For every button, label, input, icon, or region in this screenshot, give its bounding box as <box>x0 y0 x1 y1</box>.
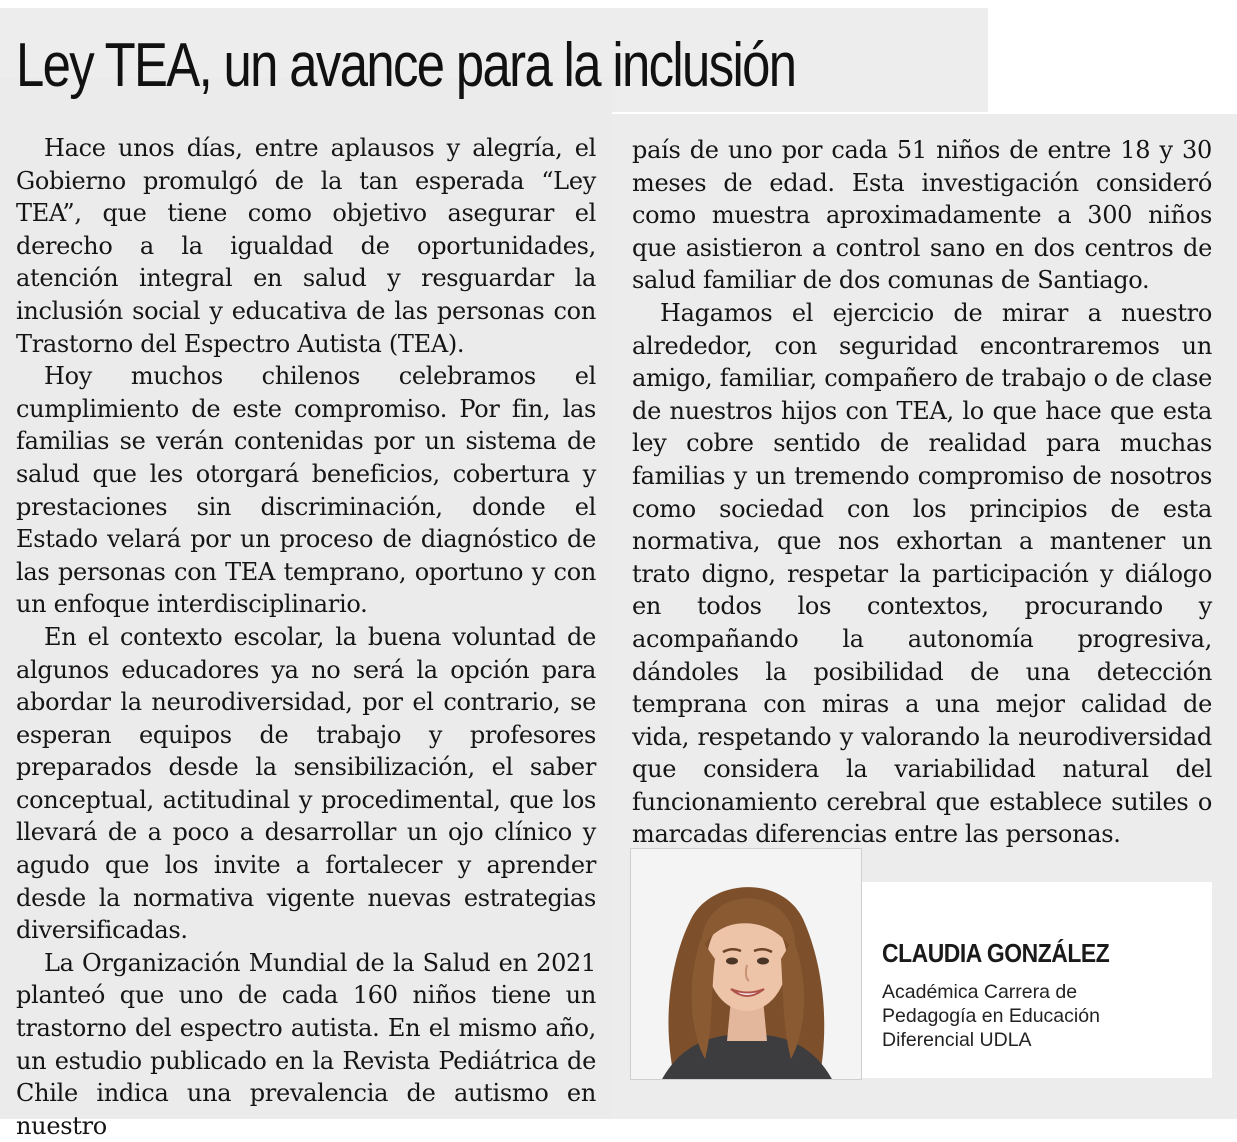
author-portrait <box>631 849 862 1080</box>
article-column-left <box>16 132 596 1142</box>
paragraph-school-context: En el contexto escolar, la buena voluntad de algunos educadores ya no será la opción para abordar la neurodiversidad, por el contrario, se esperan equipos de trabajo y profesores preparados desde la sensibilización, el saber conceptual, actitudinal y procedimental, que los llevará de a poco a desarrollar un ojo clínico y agudo que los invite a fortalecer y aprender desde la normativa vigente nuevas estrategias diversificadas. <box>16 622 596 945</box>
paragraph-reflection: Hagamos el ejercicio de mirar a nuestro alrededor, con seguridad encontraremos un amigo, familiar, compañero de trabajo o de clase de nuestros hijos con TEA, lo que hace que esta ley cobre sentido de realidad para muchas familias y un tremendo compromiso de nosotros como sociedad con los principios de esta normativa, que nos exhortan a mantener un trato digno, respetar la participación y diálogo en todos los contextos, procurando y acompañando la autonomía progresiva, dándoles la posibilidad de una detección temprana con miras a una mejor calidad de vida, respetando y valorando la neurodiversidad que considera la variabilidad natural del funcionamiento cerebral que establece sutiles o marcadas diferencias entre las personas. <box>632 298 1212 849</box>
author-name: CLAUDIA GONZÁLEZ <box>882 938 1110 968</box>
author-role: Académica Carrera de Pedagogía en Educación Diferencial UDLA <box>882 981 1100 1051</box>
paragraph-statistics-continued: país de uno por cada 51 niños de entre 18 y 30 meses de edad. Esta investigación consideró como muestra aproximadamente a 300 niños que asistieron a control sano en dos centros de salud familiar de dos comunas de Santiago. <box>632 136 1212 295</box>
author-photo <box>630 848 862 1080</box>
author-byline <box>862 882 1212 1078</box>
article-title: Ley TEA, un avance para la inclusión <box>16 31 796 100</box>
paragraph-celebration: Hoy muchos chilenos celebramos el cumplimiento de este compromiso. Por fin, las familias se verán contenidas por un sistema de salud que les otorgará beneficios, cobertura y prestaciones sin discriminación, donde el Estado velará por un proceso de diagnóstico de las personas con TEA temprano, oportuno y con un enfoque interdisciplinario. <box>16 362 596 619</box>
paragraph-statistics: La Organización Mundial de la Salud en 2021 planteó que uno de cada 160 niños tiene un trastorno del espectro autista. En el mismo año, un estudio publicado en la Revista Pediátrica de Chile indica una prevalencia de autismo en nuestro <box>16 948 596 1140</box>
paragraph-intro: Hace unos días, entre aplausos y alegría, el Gobierno promulgó de la tan esperada “Ley TEA”, que tiene como objetivo asegurar el derecho a la igualdad de oportunidades, atención integral en salud y resguardar la inclusión social y educativa de las personas con Trastorno del Espectro Autista (TEA). <box>16 134 596 358</box>
article-column-right <box>632 134 1212 851</box>
